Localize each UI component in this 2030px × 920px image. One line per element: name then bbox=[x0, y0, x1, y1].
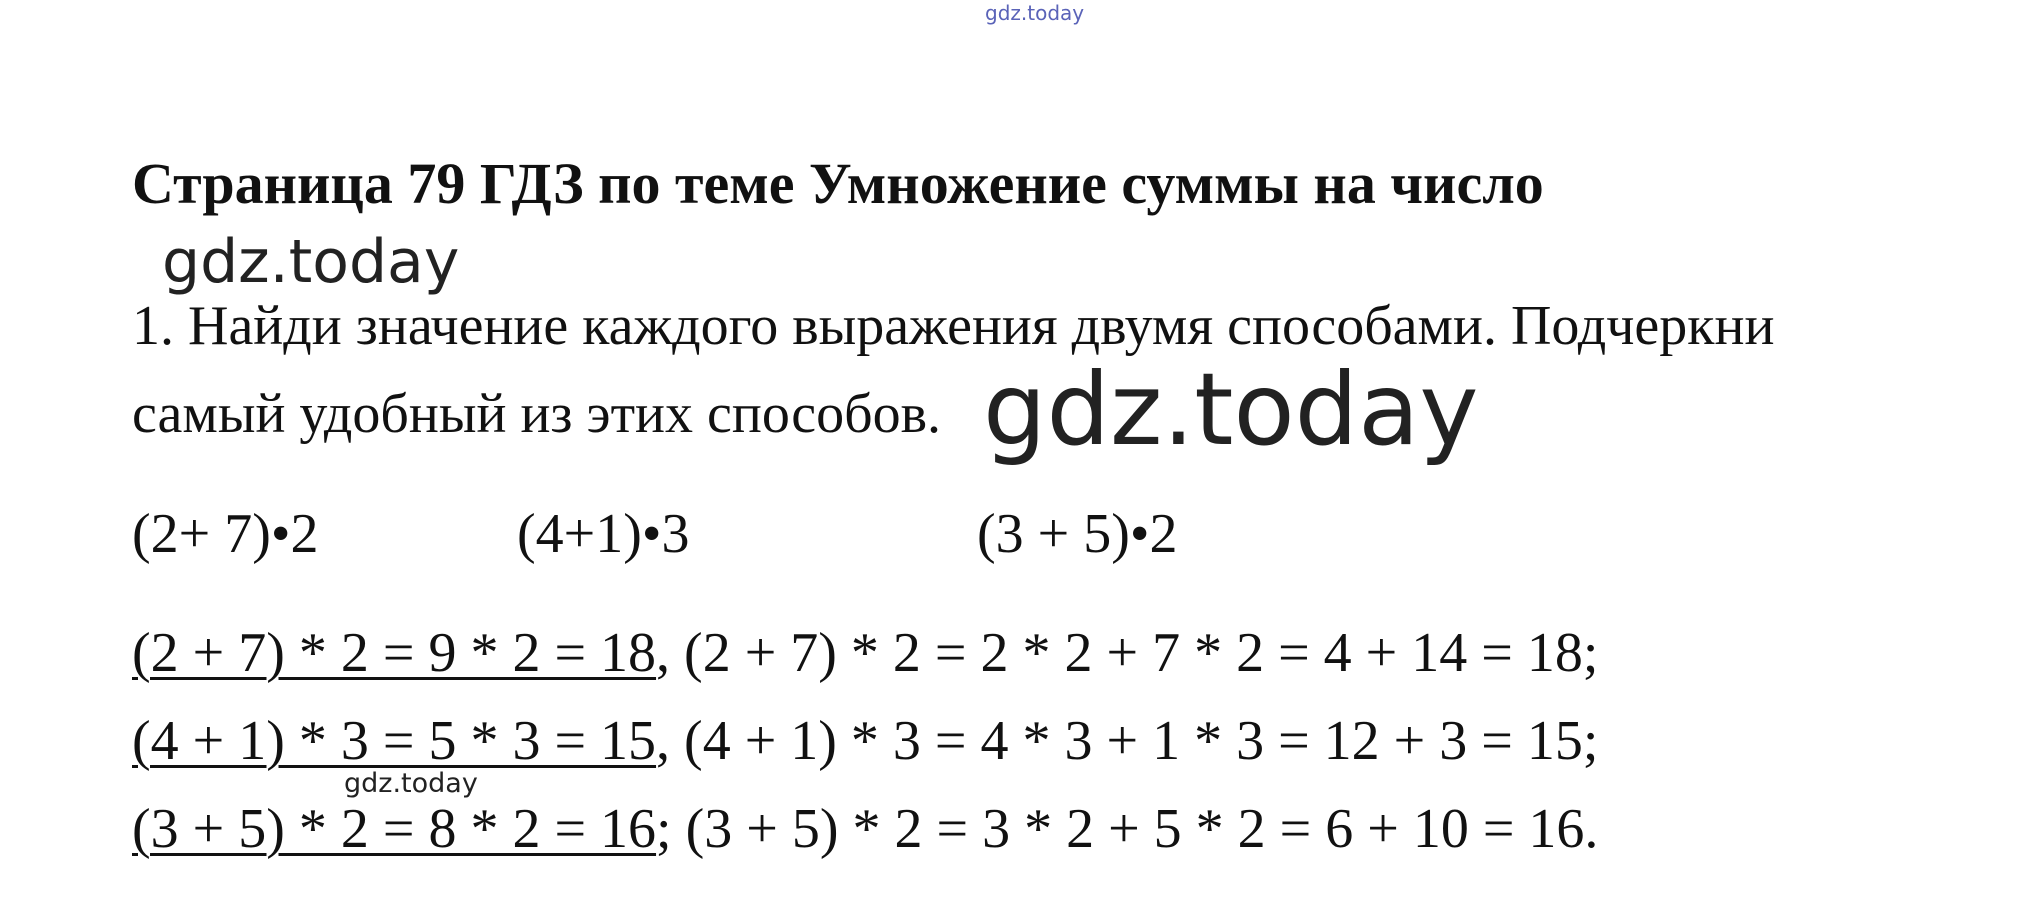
expression-2: (4+1)•3 bbox=[517, 503, 690, 565]
solution-row-3 bbox=[132, 798, 1599, 860]
solution-row-2 bbox=[132, 710, 1599, 772]
solution-3-preferred-method: (3 + 5) * 2 = 8 * 2 = 16 bbox=[132, 798, 657, 860]
solution-1-other-method: , (2 + 7) * 2 = 2 * 2 + 7 * 2 = 4 + 14 = 18; bbox=[656, 622, 1599, 684]
solution-3-other-method: ; (3 + 5) * 2 = 3 * 2 + 5 * 2 = 6 + 10 = 16. bbox=[656, 798, 1599, 860]
task-text-line-2: самый удобный из этих способов. bbox=[132, 383, 942, 445]
page-title: Страница 79 ГДЗ по теме Умножение суммы на число bbox=[132, 151, 1544, 216]
expression-1: (2+ 7)•2 bbox=[132, 503, 319, 565]
solution-2-preferred-method: (4 + 1) * 3 = 5 * 3 = 15 bbox=[132, 710, 657, 772]
task-text-line-1: 1. Найди значение каждого выражения двумя способами. Подчеркни bbox=[132, 295, 1775, 357]
solution-1-preferred-method: (2 + 7) * 2 = 9 * 2 = 18 bbox=[132, 622, 657, 684]
watermark-top: gdz.today bbox=[985, 1, 1085, 25]
expression-3: (3 + 5)•2 bbox=[977, 503, 1178, 565]
solution-row-1 bbox=[132, 622, 1599, 684]
watermark-between-rows: gdz.today bbox=[344, 768, 478, 799]
solution-2-other-method: , (4 + 1) * 3 = 4 * 3 + 1 * 3 = 12 + 3 = 15; bbox=[656, 710, 1599, 772]
watermark-below-title: gdz.today bbox=[162, 227, 460, 297]
watermark-inline-large: gdz.today bbox=[983, 351, 1479, 468]
